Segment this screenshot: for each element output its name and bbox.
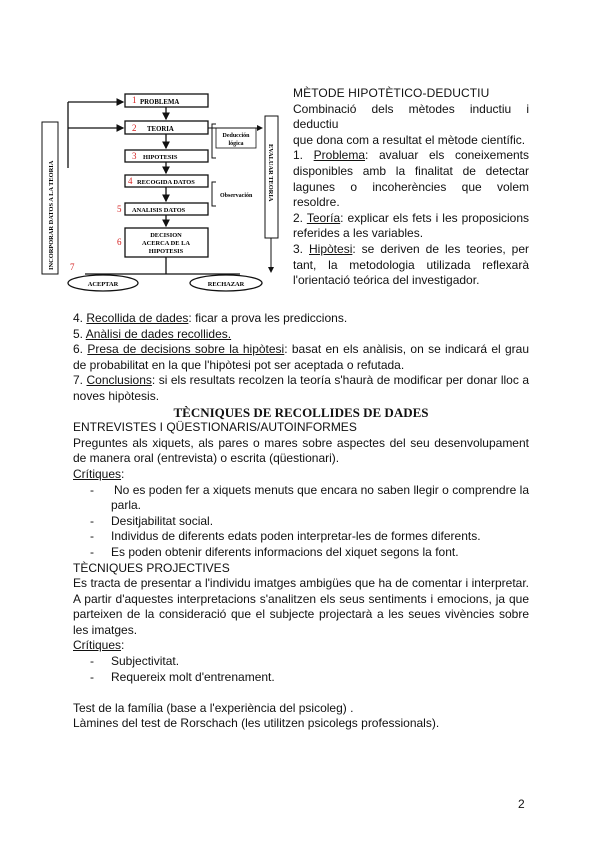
dash-bullet: - — [90, 513, 94, 528]
step5-paragraph — [73, 327, 529, 343]
step6-text: : basat en els anàlisis, on se indicará el grau de probabilitat en la que l'hipòtesi pot ser aceptada o refutada. — [73, 342, 530, 372]
dash-bullet: - — [90, 482, 94, 497]
step-num-5: 5 — [117, 204, 122, 214]
step4-num: 4. — [73, 311, 87, 325]
step-label-hipotesis: HIPOTESIS — [143, 154, 178, 161]
main-body — [73, 311, 529, 732]
step-label-decision-2: ACERCA DE LA — [142, 240, 190, 247]
step3-term: Hipòtesi — [309, 241, 353, 256]
hypothetico-deductive-diagram — [40, 88, 280, 298]
critiques-label-1: Crítiques — [73, 466, 122, 481]
subheading-projective: TÈCNIQUES PROJECTIVES — [73, 560, 230, 575]
step2-term: Teoría — [306, 210, 341, 225]
method-intro-1: Combinació dels mètodes inductiu i deductiu — [293, 101, 529, 132]
step-label-analisis: ANALISIS DATOS — [132, 207, 186, 214]
step4-paragraph — [73, 311, 529, 327]
step-num-2: 2 — [132, 123, 137, 133]
critiques-heading-2 — [73, 638, 529, 654]
observacion-bracket — [212, 182, 216, 206]
step-label-decision-3: HIPOTESIS — [148, 248, 184, 255]
critiques-label-2: Crítiques — [73, 638, 122, 653]
section-title: TÈCNIQUES DE RECOLLIDES DE DADES — [173, 404, 429, 420]
step-label-recogida: RECOGIDA DATOS — [137, 179, 195, 186]
list-item-text: Requereix molt d'entrenament. — [111, 669, 275, 684]
list-item — [73, 545, 529, 561]
method-intro-line2: que dona com a resultat el mètode científic. — [293, 132, 526, 147]
method-intro — [293, 102, 529, 133]
dash-bullet: - — [90, 654, 94, 669]
step6-term: Presa de decisions sobre la hipòtesi — [87, 342, 285, 357]
rechazar-label: RECHAZAR — [207, 281, 245, 288]
decision-to-outcomes — [85, 257, 240, 274]
left-vertical-label: INCORPORAR DATOS A LA TEORIA — [48, 160, 55, 270]
right-vertical-label: EVALUAR TEORIA — [267, 144, 274, 202]
test-rorschach: Làmines del test de Rorschach (les utilitzen psicolegs professionals). — [73, 716, 440, 731]
step2-text: : explicar els fets i les proposicions referides a les variables. — [293, 210, 530, 241]
list-item — [73, 529, 529, 545]
step4-term: Recollida de dades — [86, 311, 189, 325]
step2-num: 2. — [293, 210, 307, 225]
step1-paragraph — [293, 148, 529, 210]
deduccion-label-2: lógica — [228, 141, 244, 147]
step7-text: : si els resultats recolzen la teoría s'haurà de modificar per donar lloc a noves hipòtesis. — [73, 373, 530, 403]
step-num-3: 3 — [132, 151, 137, 161]
critiques-list-2 — [73, 654, 529, 685]
step5-num: 5. — [73, 326, 86, 341]
dash-bullet: - — [90, 529, 94, 544]
critiques-colon-2: : — [121, 638, 125, 653]
method-title: MÈTODE HIPOTÈTICO-DEDUCTIU — [293, 86, 490, 100]
step3-paragraph — [293, 242, 529, 289]
step1-num: 1. — [293, 148, 314, 163]
step1-term: Problema — [313, 148, 366, 163]
step-num-1: 1 — [132, 95, 137, 105]
step4-text: : ficar a prova les prediccions. — [188, 311, 348, 325]
step-num-4: 4 — [128, 176, 133, 186]
list-item-text: Subjectivitat. — [111, 654, 180, 669]
method-description — [293, 86, 529, 289]
list-item-text: No es poden fer a xiquets menuts que encara no saben llegir o comprendre la parla. — [111, 482, 529, 513]
list-item — [73, 483, 529, 514]
step-label-problema: PROBLEMA — [140, 99, 180, 106]
subheading-interviews: ENTREVISTES I QÜESTIONARIS/AUTOINFORMES — [73, 420, 357, 435]
dash-bullet: - — [90, 544, 94, 559]
deduccion-bracket — [212, 124, 216, 158]
feedback-line-top — [68, 102, 123, 168]
step7-paragraph — [73, 373, 529, 404]
step5-term: Anàlisi de dades recollides. — [85, 326, 232, 341]
aceptar-label: ACEPTAR — [87, 281, 119, 288]
step1-text: : avaluar els coneixements disponibles amb la finalitat de detectar lagunes o incoherències que volem resoldre. — [293, 148, 530, 210]
step2-paragraph — [293, 211, 529, 242]
list-item-text: Desitjabilitat social. — [111, 513, 214, 528]
page-number: 2 — [518, 797, 525, 811]
interviews-description: Preguntes als xiquets, als pares o mares sobre aspectes del seu desenvolupament de manera oral (entrevista) o escrita (qüestionari). — [73, 435, 529, 466]
step-label-teoria: TEORIA — [147, 126, 174, 133]
spacer — [73, 685, 529, 701]
step6-paragraph — [73, 342, 529, 373]
list-item — [73, 514, 529, 530]
list-item — [73, 670, 529, 686]
list-item-text: Individus de diferents edats poden interpretar-les de formes diferents. — [111, 529, 481, 544]
dash-bullet: - — [90, 669, 94, 684]
step3-num: 3. — [293, 241, 309, 256]
critiques-colon-1: : — [121, 466, 125, 481]
step7-term: Conclusions — [86, 373, 152, 388]
list-item — [73, 654, 529, 670]
test-family: Test de la família (base a l'experiència del psicoleg) . — [73, 700, 354, 715]
observacion-label: Observación — [220, 193, 253, 199]
projective-description: Es tracta de presentar a l'individu imatges ambigües que ha de comentar i interpretar. A partir d'aquestes interpretacions s'analitzen els seus sentiments i emocions, ja que parteixen de la consideració que el subjecte projectarà a les seues vivències sobre les imatges. — [73, 576, 529, 637]
list-item-text: Es poden obtenir diferents informacions del xiquet segons la font. — [111, 544, 459, 559]
step6-num: 6. — [73, 342, 88, 357]
critiques-heading-1 — [73, 467, 529, 483]
step-label-decision-1: DECISION — [150, 232, 182, 239]
step-num-6: 6 — [117, 237, 122, 247]
critiques-list-1 — [73, 483, 529, 561]
step3-text: : se deriven de les teories, per tant, la metodologia utilizada reflexarà l'orientació teórica del investigador. — [293, 241, 529, 288]
deduccion-label-1: Deducción — [222, 133, 250, 139]
step-num-7: 7 — [70, 262, 75, 272]
step7-num: 7. — [73, 373, 87, 388]
